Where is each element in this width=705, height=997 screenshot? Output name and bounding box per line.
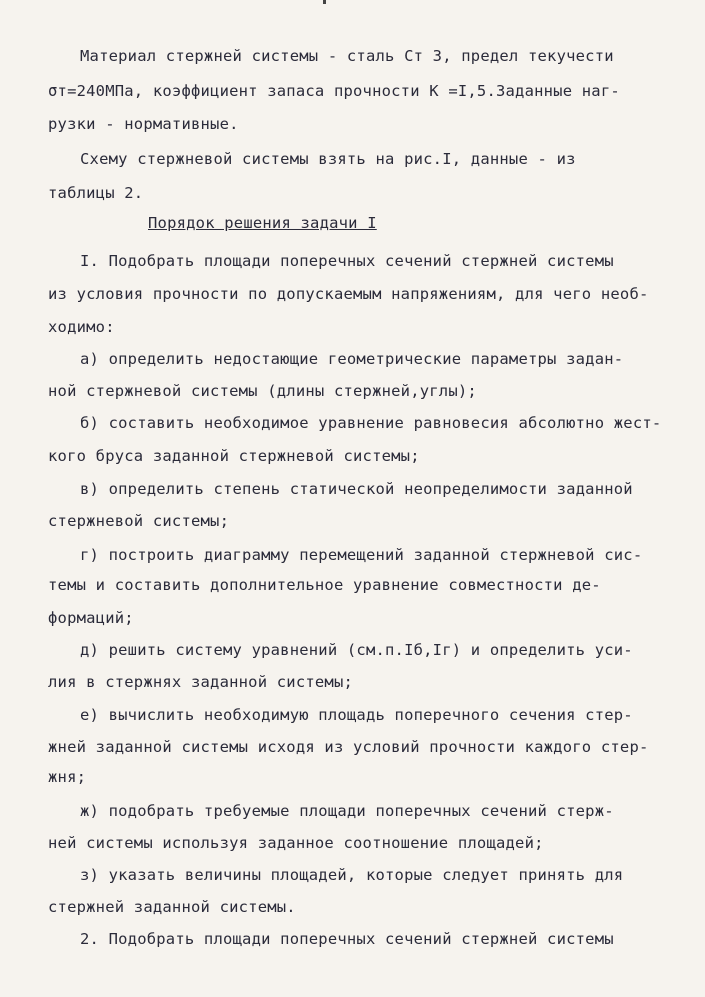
text-line-25: ней системы используя заданное соотношение площадей; bbox=[48, 834, 544, 852]
text-line-22: жней заданной системы исходя из условий прочности каждого стер- bbox=[48, 738, 649, 756]
text-line-15: стержневой системы; bbox=[48, 512, 230, 530]
text-line-12: б) составить необходимое уравнение равновесия абсолютно жест- bbox=[80, 414, 662, 432]
text-line-7: I. Подобрать площади поперечных сечений стержней системы bbox=[80, 252, 614, 270]
text-line-28: 2. Подобрать площади поперечных сечений стержней системы bbox=[80, 930, 614, 948]
text-line-9: ходимо: bbox=[48, 318, 115, 336]
text-line-14: в) определить степень статической неопределимости заданной bbox=[80, 480, 633, 498]
text-line-11: ной стержневой системы (длины стержней,углы); bbox=[48, 382, 477, 400]
text-line-23: жня; bbox=[48, 768, 87, 786]
text-line-10: а) определить недостающие геометрические параметры задан- bbox=[80, 350, 624, 368]
text-line-24: ж) подобрать требуемые площади поперечных сечений стерж- bbox=[80, 802, 614, 820]
text-line-27: стержней заданной системы. bbox=[48, 898, 296, 916]
text-line-4: Схему стержневой системы взять на рис.I, данные - из bbox=[80, 150, 576, 168]
text-line-26: з) указать величины площадей, которые следует принять для bbox=[80, 866, 624, 884]
text-line-19: д) решить систему уравнений (см.п.Iб,Iг) и определить уси- bbox=[80, 641, 633, 659]
text-line-2: σт=240МПа, коэффициент запаса прочности K =I,5.Заданные наг- bbox=[48, 82, 620, 100]
text-line-1: Материал стержней системы - сталь Ст 3, предел текучести bbox=[80, 47, 614, 65]
text-line-18: формаций; bbox=[48, 609, 134, 627]
section-heading: Порядок решения задачи I bbox=[148, 214, 377, 232]
text-line-16: г) построить диаграмму перемещений заданной стержневой сис- bbox=[80, 546, 643, 564]
text-line-13: кого бруса заданной стержневой системы; bbox=[48, 447, 420, 465]
text-line-21: е) вычислить необходимую площадь поперечного сечения стер- bbox=[80, 706, 633, 724]
text-line-20: лия в стержнях заданной системы; bbox=[48, 673, 354, 691]
page-marker bbox=[323, 0, 326, 4]
text-line-3: рузки - нормативные. bbox=[48, 115, 239, 133]
text-line-5: таблицы 2. bbox=[48, 184, 144, 202]
text-line-8: из условия прочности по допускаемым напряжениям, для чего необ- bbox=[48, 285, 649, 303]
text-line-17: темы и составить дополнительное уравнение совместности де- bbox=[48, 576, 601, 594]
